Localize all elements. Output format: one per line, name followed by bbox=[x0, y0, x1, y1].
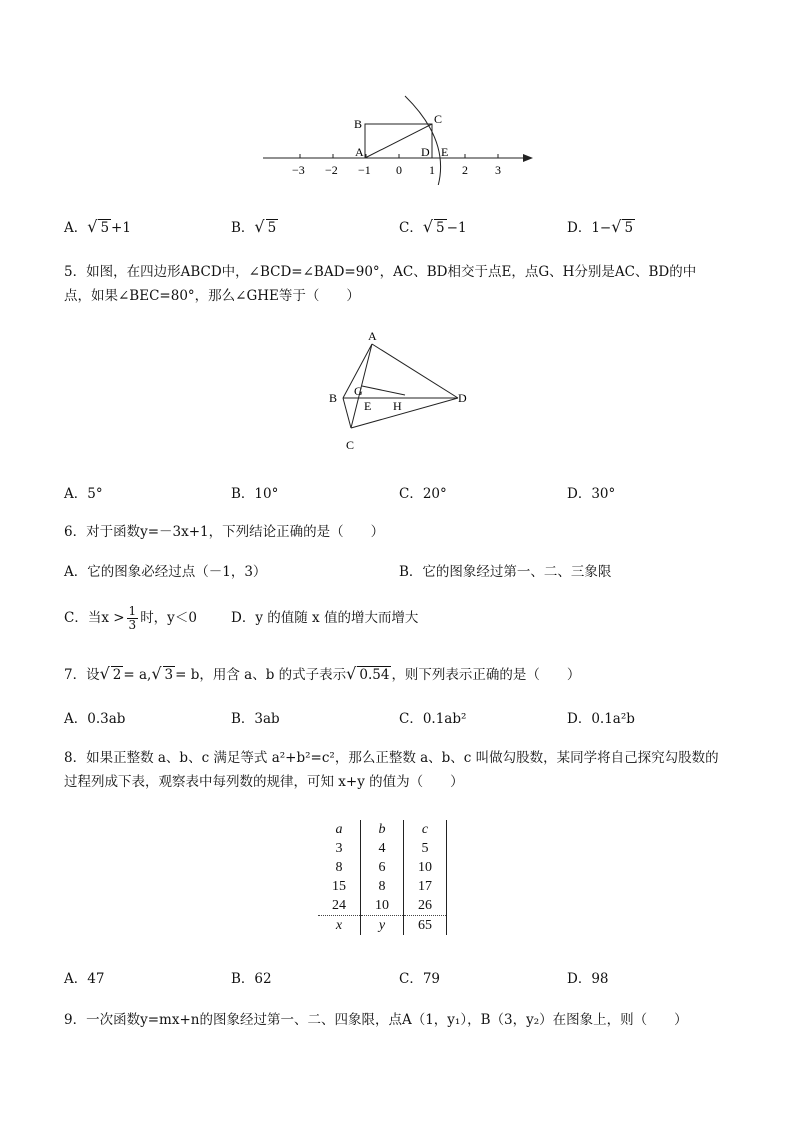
q8-option-c[interactable]: C．79 bbox=[399, 971, 441, 987]
q7-option-d[interactable]: D．0.1a²b bbox=[567, 711, 635, 727]
tick-label: 2 bbox=[462, 163, 468, 177]
table-cell: 10 bbox=[404, 858, 447, 877]
q4-option-a[interactable]: A．√ 5 +1 bbox=[64, 217, 131, 236]
table-row bbox=[318, 916, 447, 936]
axis-arrow bbox=[523, 154, 533, 162]
tick-label: −2 bbox=[325, 163, 338, 177]
tick-label: 3 bbox=[495, 163, 501, 177]
label-d: D bbox=[458, 391, 467, 405]
table-cell: 5 bbox=[404, 839, 447, 858]
tick-label: −3 bbox=[292, 163, 305, 177]
number-line-figure bbox=[255, 90, 545, 185]
table-cell: y bbox=[361, 916, 404, 936]
tick-labels bbox=[292, 163, 501, 177]
q7-option-c[interactable]: C．0.1ab² bbox=[399, 711, 467, 727]
q7-option-b[interactable]: B．3ab bbox=[231, 711, 280, 727]
q6-option-b[interactable]: B．它的图象经过第一、二、三象限 bbox=[399, 564, 612, 580]
compass-arc bbox=[405, 96, 441, 185]
tick-label: 1 bbox=[429, 163, 435, 177]
label-g: G bbox=[354, 384, 363, 398]
q5-stem-line1: 5．如图，在四边形ABCD中，∠BCD=∠BAD=90°，AC、BD相交于点E，点G、H分别是AC、BD的中 bbox=[64, 264, 697, 280]
q8-stem-line2: 过程列成下表，观察表中每列数的规律，可知 x+y 的值为（ ） bbox=[64, 774, 464, 790]
table-cell: x bbox=[318, 916, 361, 936]
q8-stem-line1: 8．如果正整数 a、b、c 满足等式 a²+b²=c²，那么正整数 a、b、c 叫做勾股数，某同学将自己探究勾股数的 bbox=[64, 750, 719, 766]
label-b: B bbox=[329, 391, 338, 405]
label-b: B bbox=[354, 117, 363, 131]
q5-option-d[interactable]: D．30° bbox=[567, 486, 616, 502]
table-cell: 65 bbox=[404, 916, 447, 936]
q6-option-d[interactable]: D．y 的值随 x 值的增大而增大 bbox=[231, 610, 419, 626]
table-cell: 26 bbox=[404, 896, 447, 916]
table-cell: 24 bbox=[318, 896, 361, 916]
q4-option-b[interactable]: B．√ 5 bbox=[231, 217, 277, 236]
q5-option-b[interactable]: B．10° bbox=[231, 486, 279, 502]
table-header-row bbox=[318, 820, 447, 839]
q5-option-a[interactable]: A．5° bbox=[64, 486, 103, 502]
label-c: C bbox=[434, 112, 443, 126]
q7-stem: 7．设√ 2 = a,√ 3 = b，用含 a、b 的式子表示√ 0.54 ，则下列表示正确的是（ ） bbox=[64, 664, 581, 683]
table-cell: 15 bbox=[318, 877, 361, 896]
q6-option-a[interactable]: A．它的图象必经过点（－1，3） bbox=[64, 564, 267, 580]
q7-option-a[interactable]: A．0.3ab bbox=[64, 711, 126, 727]
label-d: D bbox=[421, 145, 430, 159]
q6-option-c[interactable]: C．当x > $\frac{1}{3}$ 时，y＜0 bbox=[64, 604, 197, 632]
table-cell: 8 bbox=[318, 858, 361, 877]
table-cell: 8 bbox=[361, 877, 404, 896]
table-cell: 17 bbox=[404, 877, 447, 896]
q9-stem: 9．一次函数y=mx+n的图象经过第一、二、四象限，点A（1，y₁），B（3，y₂）在图象上，则（ ） bbox=[64, 1012, 688, 1028]
q6-stem: 6．对于函数y=－3x+1，下列结论正确的是（ ） bbox=[64, 524, 385, 540]
table-header-c: c bbox=[404, 820, 447, 839]
tick-label: −1 bbox=[358, 163, 371, 177]
axis-ticks bbox=[300, 154, 498, 158]
table-cell: 3 bbox=[318, 839, 361, 858]
label-e: E bbox=[364, 399, 372, 413]
table-row bbox=[318, 877, 447, 896]
q8-option-b[interactable]: B．62 bbox=[231, 971, 272, 987]
table-header-b: b bbox=[361, 820, 404, 839]
q5-option-c[interactable]: C．20° bbox=[399, 486, 447, 502]
table-cell: 10 bbox=[361, 896, 404, 916]
label-h: H bbox=[393, 399, 402, 413]
label-e: E bbox=[441, 145, 449, 159]
q8-option-d[interactable]: D．98 bbox=[567, 971, 609, 987]
q4-option-d[interactable]: D．1−√ 5 bbox=[567, 217, 634, 236]
table-cell: 4 bbox=[361, 839, 404, 858]
q5-stem-line2: 点，如果∠BEC=80°，那么∠GHE等于（ ） bbox=[64, 288, 360, 304]
q8-option-a[interactable]: A．47 bbox=[64, 971, 105, 987]
quadrilateral-figure bbox=[320, 328, 480, 458]
label-a: A bbox=[368, 329, 377, 343]
pythagorean-table bbox=[318, 820, 447, 935]
table-row bbox=[318, 858, 447, 877]
table-row bbox=[318, 896, 447, 916]
label-a: A bbox=[355, 145, 364, 159]
q4-option-c[interactable]: C．√ 5 −1 bbox=[399, 217, 467, 236]
table-header-a: a bbox=[318, 820, 361, 839]
table-cell: 6 bbox=[361, 858, 404, 877]
tick-label: 0 bbox=[396, 163, 402, 177]
table-row bbox=[318, 839, 447, 858]
label-c: C bbox=[346, 438, 355, 452]
